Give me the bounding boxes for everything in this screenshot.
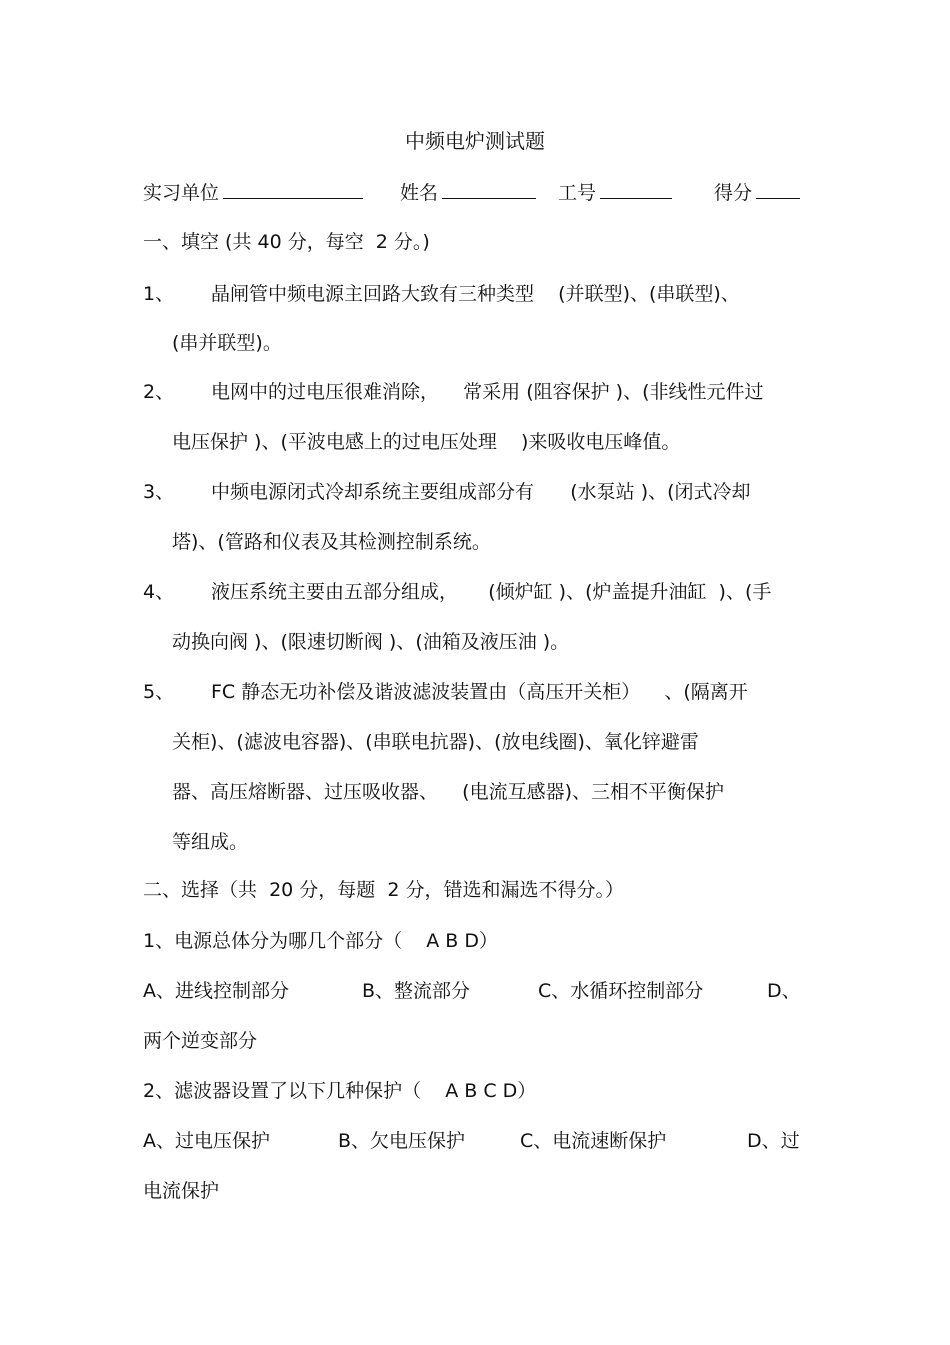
q3-line2: 塔)、(管路和仪表及其检测控制系统。 [172,531,491,553]
score-blank [756,180,800,199]
q1-line2: (串并联型)。 [172,332,282,354]
unit-blank [223,180,363,199]
info-id [558,180,672,205]
section2-heading: 二、选择（共 20 分，每题 2 分，错选和漏选不得分。） [143,879,625,901]
name-label: 姓名 [400,182,439,204]
info-unit [143,180,363,205]
mc1-option-b: B、整流部分 [362,980,471,1002]
q5-line2: 关柜)、(滤波电容器)、(串联电抗器)、(放电线圈)、氧化锌避雷 [172,731,699,753]
info-name [400,180,536,205]
q5-line1: FC 静态无功补偿及谐波滤波装置由（高压开关柜） 、(隔离开 [211,681,748,703]
q4-line1: 液压系统主要由五部分组成， (倾炉缸 )、(炉盖提升油缸 )、(手 [211,581,772,603]
q5-line3: 器、高压熔断器、过压吸收器、 (电流互感器)、三相不平衡保护 [172,781,724,803]
unit-label: 实习单位 [143,182,220,204]
info-score [714,180,800,205]
q2-number: 2、 [143,381,175,403]
mc1-continuation: 两个逆变部分 [143,1030,258,1052]
score-label: 得分 [714,182,753,204]
mc2-option-b: B、欠电压保护 [338,1130,466,1152]
q4-number: 4、 [143,581,175,603]
q3-number: 3、 [143,481,175,503]
mc2-option-d: D、过 [747,1130,800,1152]
q4-line2: 动换向阀 )、(限速切断阀 )、(油箱及液压油 )。 [172,631,570,653]
section1-heading: 一、填空 (共 40 分，每空 2 分。) [143,231,430,253]
document-title: 中频电炉测试题 [405,129,545,153]
q2-line2: 电压保护 )、(平波电感上的过电压处理 )来吸收电压峰值。 [172,431,681,453]
mc1-stem: 1、电源总体分为哪几个部分（ A B D） [143,930,498,952]
mc2-option-a: A、过电压保护 [143,1130,270,1152]
name-blank [442,180,536,199]
q2-line1: 电网中的过电压很难消除， 常采用 (阻容保护 )、(非线性元件过 [211,381,764,403]
id-label: 工号 [558,182,597,204]
mc1-option-c: C、水循环控制部分 [538,980,704,1002]
id-blank [600,180,672,199]
mc1-option-d: D、 [767,980,801,1002]
mc2-stem: 2、滤波器设置了以下几种保护（ A B C D） [143,1080,537,1102]
q1-number: 1、 [143,283,175,305]
mc2-continuation: 电流保护 [143,1180,220,1202]
q1-line1: 晶闸管中频电源主回路大致有三种类型 (并联型)、(串联型)、 [211,283,740,305]
mc1-option-a: A、进线控制部分 [143,980,289,1002]
mc2-option-c: C、电流速断保护 [520,1130,667,1152]
q3-line1: 中频电源闭式冷却系统主要组成部分有 (水泵站 )、(闭式冷却 [211,481,751,503]
q5-line4: 等组成。 [172,831,249,853]
q5-number: 5、 [143,681,175,703]
